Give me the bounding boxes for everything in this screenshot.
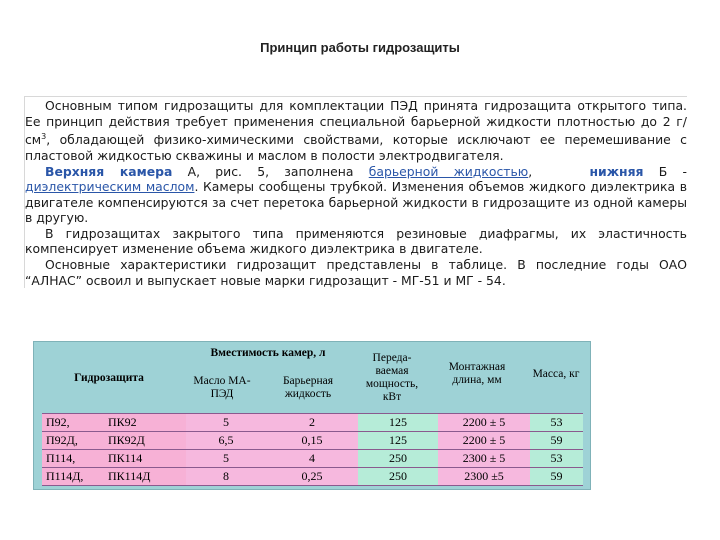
p1-superscript: 3 <box>41 132 47 142</box>
power-value: 250 <box>358 468 438 485</box>
body-text <box>24 96 687 288</box>
header-oil: Масло МА-ПЭД <box>193 375 251 400</box>
header-power: Переда- ваемая мощность, кВт <box>365 352 419 403</box>
mass-value: 59 <box>530 432 583 449</box>
upper-chamber-label: Верхняя камера <box>45 163 173 179</box>
p2-text-c: . Камеры сообщены трубкой. Изменения объемов жидкого диэлектрика в двигателе компенсируются за счет перетока барьерной жидкости в гидрозащите из одной камеры в другую. <box>25 179 687 226</box>
protection-open-type: П92, <box>46 415 70 429</box>
oil-volume: 6,5 <box>186 432 266 449</box>
barrier-volume: 0,25 <box>266 468 358 485</box>
protection-name-cell <box>42 450 186 467</box>
power-value: 125 <box>358 414 438 431</box>
table-row <box>42 467 583 486</box>
paragraph-4: Основные характеристики гидрозащит представлены в таблице. В последние годы ОАО “АЛНАС” освоил и выпускает новые марки гидрозащит - МГ-51 и МГ - 54. <box>25 257 687 288</box>
p1-text-b: , обладающей физико-химическими свойствами, которые исключают ее перемешивание с пластовой жидкостью скважины и маслом в полости электродвигателя. <box>25 132 687 163</box>
mass-value: 59 <box>530 468 583 485</box>
paragraph-1 <box>25 98 687 164</box>
barrier-volume: 0,15 <box>266 432 358 449</box>
p2-comma: , <box>528 163 548 179</box>
length-value: 2200 ± 5 <box>438 414 530 431</box>
length-value: 2200 ± 5 <box>438 432 530 449</box>
p1-text-a: Основным типом гидрозащиты для комплектации ПЭД принята гидрозащита открытого типа. Ее принцип действия требует применения специальной барьерной жидкости плотностью до 2 г/см <box>25 98 687 148</box>
lower-chamber-label: нижняя <box>589 163 644 179</box>
protection-name-cell <box>42 432 186 449</box>
protection-open-type: П114, <box>46 451 76 465</box>
header-length: Монтажная длина, мм <box>448 361 506 386</box>
header-capacity: Вместимость камер, л <box>210 346 326 359</box>
p2-text-b: Б - <box>643 163 687 179</box>
protection-open-type: П114Д, <box>46 469 84 483</box>
table-row <box>42 431 583 449</box>
table-row <box>42 449 583 467</box>
length-value: 2300 ±5 <box>438 468 530 485</box>
header-barrier: Барьерная жидкость <box>282 375 334 400</box>
protection-name-cell <box>42 414 186 431</box>
protection-closed-type: ПК114Д <box>108 469 151 483</box>
oil-volume: 8 <box>186 468 266 485</box>
protection-name-cell <box>42 468 186 485</box>
protection-closed-type: ПК92Д <box>108 433 145 447</box>
p2-text-a: А, рис. 5, заполнена <box>172 163 369 179</box>
power-value: 250 <box>358 450 438 467</box>
header-mass: Масса, кг <box>532 367 580 380</box>
oil-volume: 5 <box>186 450 266 467</box>
protection-open-type: П92Д, <box>46 433 78 447</box>
barrier-volume: 4 <box>266 450 358 467</box>
protection-specs-table <box>33 341 591 490</box>
mass-value: 53 <box>530 450 583 467</box>
table-row <box>42 413 583 431</box>
power-value: 125 <box>358 432 438 449</box>
slide-title: Принцип работы гидрозащиты <box>260 40 460 55</box>
barrier-volume: 2 <box>266 414 358 431</box>
barrier-liquid-link[interactable]: барьерной жидкостью <box>368 163 529 179</box>
mass-value: 53 <box>530 414 583 431</box>
paragraph-3: В гидрозащитах закрытого типа применяются резиновые диафрагмы, их эластичность компенсирует изменение объема жидкого диэлектрика в двигателе. <box>25 225 687 257</box>
length-value: 2300 ± 5 <box>438 450 530 467</box>
protection-closed-type: ПК114 <box>108 451 143 465</box>
dielectric-oil-link[interactable]: диэлектрическим маслом <box>25 179 195 195</box>
header-protection: Гидрозащита <box>74 371 144 384</box>
paragraph-2 <box>25 164 687 226</box>
protection-closed-type: ПК92 <box>108 415 137 429</box>
oil-volume: 5 <box>186 414 266 431</box>
